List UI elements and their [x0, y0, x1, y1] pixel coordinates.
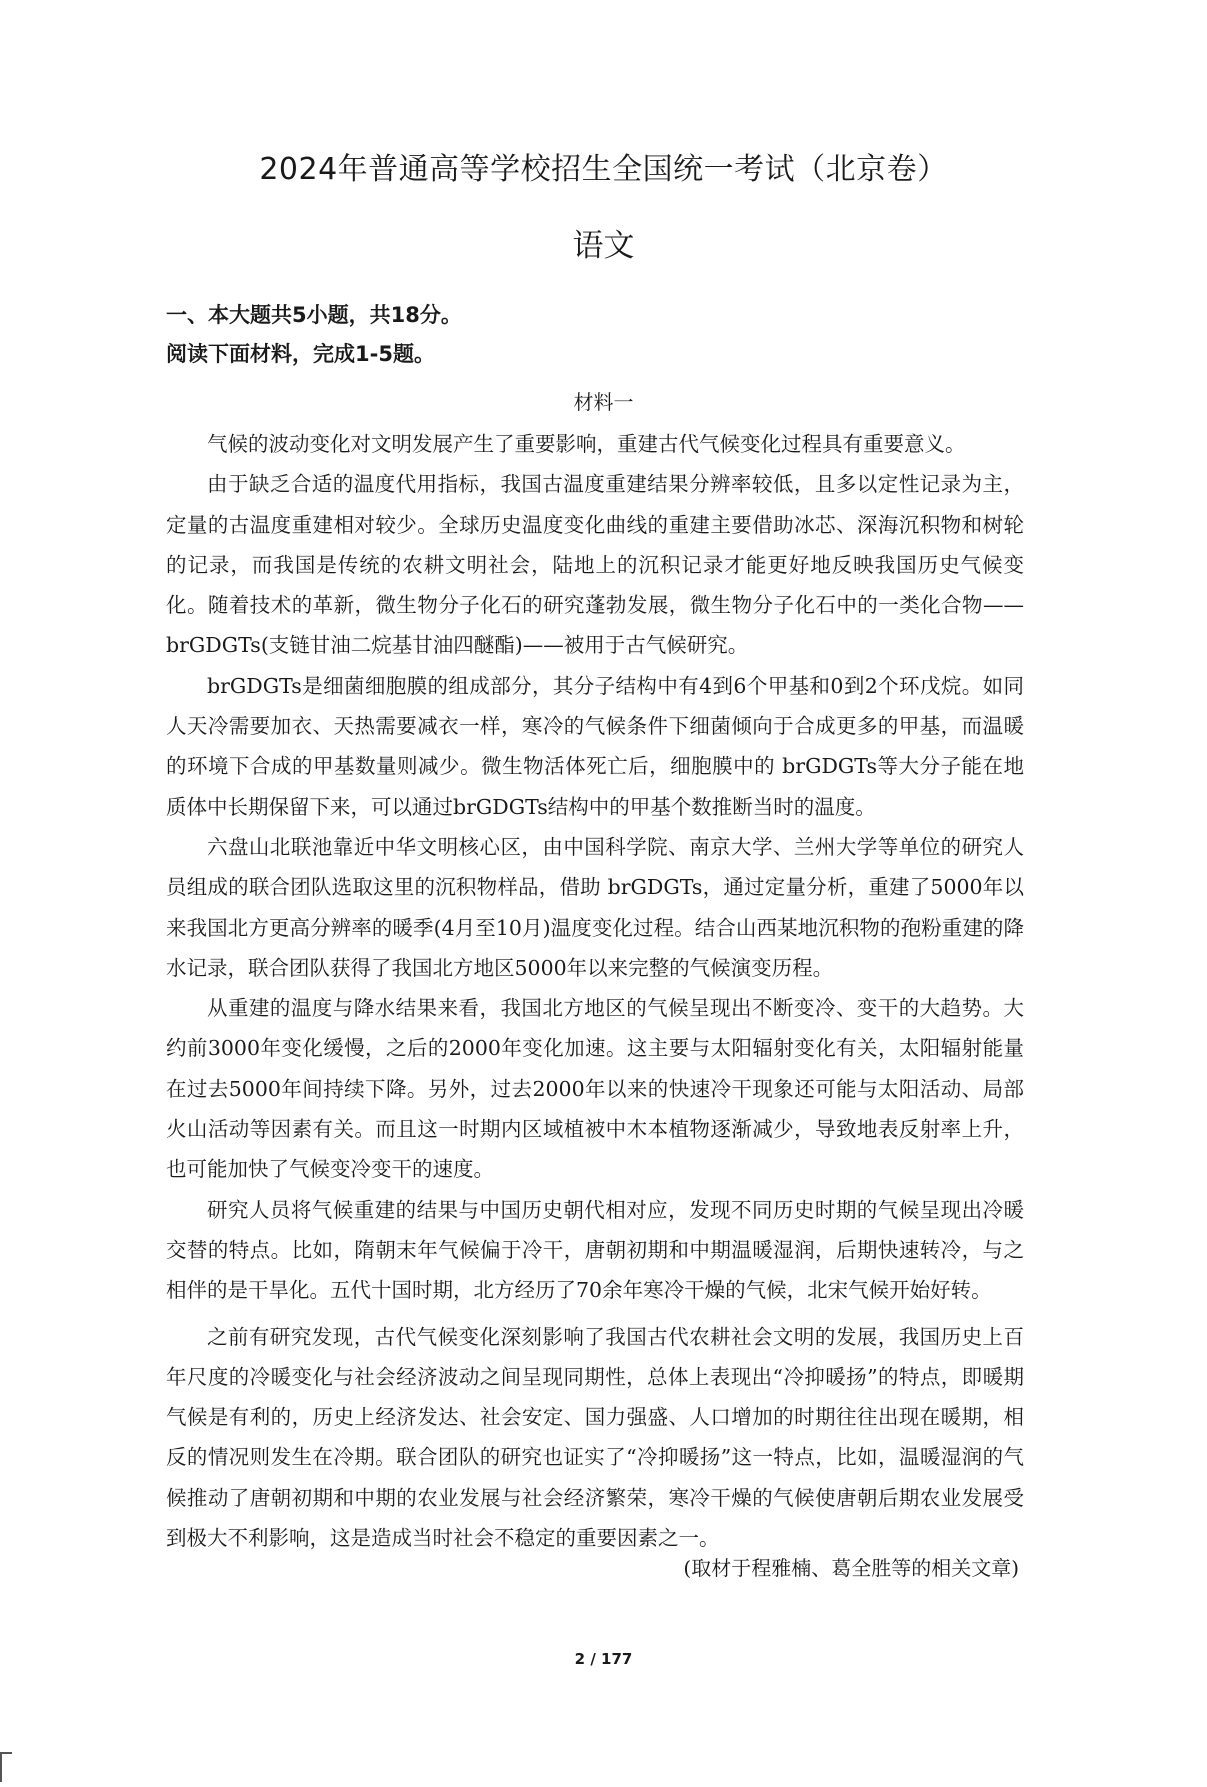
material-title: 材料一: [573, 390, 634, 414]
page-number: 2 / 177: [574, 1650, 633, 1668]
material-body: [166, 424, 1024, 1558]
paragraph-2: 由于缺乏合适的温度代用指标，我国古温度重建结果分辨率较低，且多以定性记录为主，定量的古温度重建相对较少。全球历史温度变化曲线的重建主要借助冰芯、深海沉积物和树轮的记录，而我国是传统的农耕文明社会，陆地上的沉积记录才能更好地反映我国历史气候变化。随着技术的革新，微生物分子化石的研究蓬勃发展，微生物分子化石中的一类化合物——brGDGTs(支链甘油二烷基甘油四醚酯)——被用于古气候研究。: [166, 472, 1024, 658]
paragraph-1: 气候的波动变化对文明发展产生了重要影响，重建古代气候变化过程具有重要意义。: [207, 432, 966, 456]
source-citation: (取材于程雅楠、葛全胜等的相关文章): [683, 1556, 1019, 1580]
scan-corner-mark: [0, 1752, 12, 1782]
exam-title: 2024年普通高等学校招生全国统一考试（北京卷）: [259, 152, 948, 187]
section-instruction: 阅读下面材料，完成1-5题。: [166, 342, 435, 366]
paragraph-4: 六盘山北联池靠近中华文明核心区，由中国科学院、南京大学、兰州大学等单位的研究人员组成的联合团队选取这里的沉积物样品，借助 brGDGTs，通过定量分析，重建了5000年以来我国北方更高分辨率的暖季(4月至10月)温度变化过程。结合山西某地沉积物的孢粉重建的降水记录，联合团队获得了我国北方地区5000年以来完整的气候演变历程。: [166, 834, 1024, 980]
section-heading: 一、本大题共5小题，共18分。: [166, 303, 462, 327]
paragraph-7: 之前有研究发现，古代气候变化深刻影响了我国古代农耕社会文明的发展，我国历史上百年尺度的冷暖变化与社会经济波动之间呈现同期性，总体上表现出“冷抑暖扬”的特点，即暖期气候是有利的，历史上经济发达、社会安定、国力强盛、人口增加的时期往往出现在暖期，相反的情况则发生在冷期。联合团队的研究也证实了“冷抑暖扬”这一特点，比如，温暖湿润的气候推动了唐朝初期和中期的农业发展与社会经济繁荣，寒冷干燥的气候使唐朝后期农业发展受到极大不利影响，这是造成当时社会不稳定的重要因素之一。: [166, 1324, 1024, 1551]
paragraph-6: 研究人员将气候重建的结果与中国历史朝代相对应，发现不同历史时期的气候呈现出冷暖交替的特点。比如，隋朝末年气候偏于冷干，唐朝初期和中期温暖湿润，后期快速转冷，与之相伴的是干旱化。五代十国时期，北方经历了70余年寒冷干燥的气候，北宋气候开始好转。: [166, 1197, 1024, 1303]
subject-title: 语文: [572, 228, 635, 264]
paragraph-5: 从重建的温度与降水结果来看，我国北方地区的气候呈现出不断变冷、变干的大趋势。大约前3000年变化缓慢，之后的2000年变化加速。这主要与太阳辐射变化有关，太阳辐射能量在过去5000年间持续下降。另外，过去2000年以来的快速冷干现象还可能与太阳活动、局部火山活动等因素有关。而且这一时期内区域植被中木本植物逐渐减少，导致地表反射率上升，也可能加快了气候变冷变干的速度。: [166, 996, 1024, 1182]
paragraph-3: brGDGTs是细菌细胞膜的组成部分，其分子结构中有4到6个甲基和0到2个环戊烷。如同人天冷需要加衣、天热需要减衣一样，寒冷的气候条件下细菌倾向于合成更多的甲基，而温暖的环境下合成的甲基数量则减少。微生物活体死亡后，细胞膜中的 brGDGTs等大分子能在地质体中长期保留下来，可以通过brGDGTs结构中的甲基个数推断当时的温度。: [166, 673, 1024, 819]
